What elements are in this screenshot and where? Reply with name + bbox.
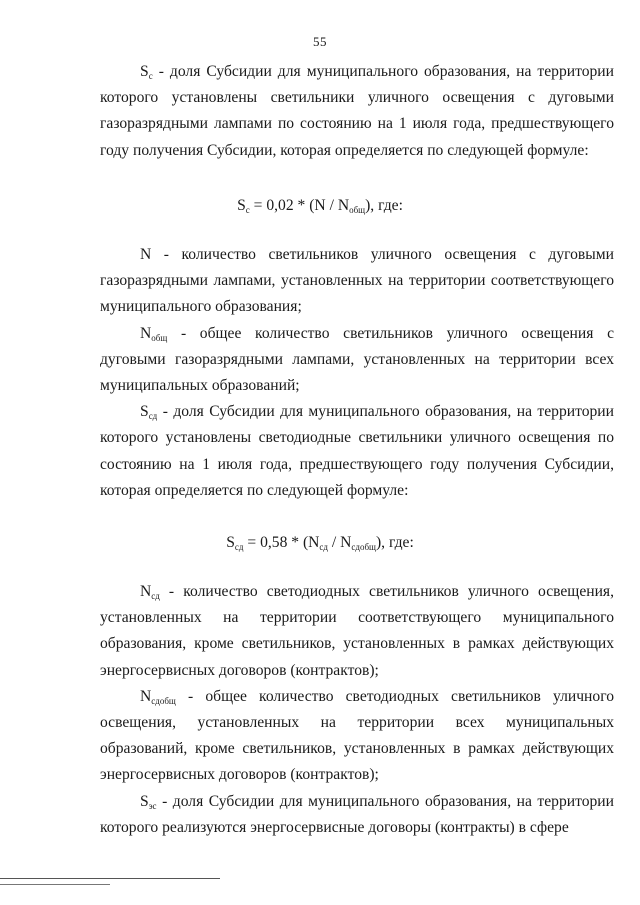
formula-text: / N <box>328 534 352 551</box>
formula-symbol: S <box>226 534 235 551</box>
paragraph-text: - доля Субсидии для муниципального образования, на территории которого реализуются энергосервисные договоры (контракты) в сфере <box>100 792 614 836</box>
formula-symbol: S <box>237 197 246 214</box>
formula-subscript: сд <box>319 542 328 552</box>
formula-sc <box>0 196 640 216</box>
formula-subscript: сдобщ <box>351 542 376 552</box>
text-block-2 <box>100 242 614 504</box>
symbol-subscript: сд <box>148 411 158 422</box>
paragraph-ses-definition <box>100 789 614 841</box>
text-block-1 <box>100 59 614 164</box>
paragraph-nobshch-definition <box>100 321 614 400</box>
paragraph-sc-definition <box>100 59 614 164</box>
paragraph-ssd-definition <box>100 399 614 504</box>
paragraph-text: - общее количество светильников уличного освещения с дуговыми газоразрядными лампами, установленных на территории всех муниципальных образований; <box>100 324 614 395</box>
paragraph-text: - доля Субсидии для муниципального образования, на территории которого установлены светодиодные светильники уличного освещения по состоянию на 1 июля года, предшествующего году получения Субсидии, которая определяется по следующей формуле: <box>100 403 614 499</box>
paragraph-text: - общее количество светодиодных светильников уличного освещения, установленных на территории всех муниципальных образований, кроме светильников, установленных в рамках действующих энергосервисных договоров (контрактов); <box>100 687 614 784</box>
symbol: S <box>140 63 149 80</box>
symbol-subscript: сд <box>151 591 160 601</box>
paragraph-text: N - количество светильников уличного освещения с дуговыми газоразрядными лампами, установленных на территории соответствующего муниципального образования; <box>100 246 614 316</box>
paragraph-text: - доля Субсидии для муниципального образования, на территории которого установлены светильники уличного освещения с дуговыми газоразрядными лампами по состоянию на 1 июля года, предшествующего году получения Субсидии, которая определяется по следующей формуле: <box>100 63 614 159</box>
symbol: N <box>140 324 152 342</box>
symbol-subscript: эс <box>148 800 157 811</box>
text-block-3 <box>100 579 614 841</box>
symbol: S <box>140 403 149 421</box>
formula-subscript: с <box>245 205 250 215</box>
paragraph-n-definition <box>100 242 614 321</box>
symbol: N <box>140 687 152 705</box>
formula-text: ), где: <box>365 197 403 214</box>
formula-subscript: сд <box>234 542 244 552</box>
symbol: N <box>140 583 152 600</box>
formula-ssd <box>0 533 640 553</box>
scan-edge-line <box>0 884 110 885</box>
symbol: S <box>140 792 149 810</box>
scan-edge-line <box>0 878 220 879</box>
paragraph-text: - количество светодиодных светильников уличного освещения, установленных на территории соответствующего муниципального образования, кроме светильников, установленных в рамках действующих энергосервисных договоров (контрактов); <box>100 583 614 679</box>
formula-subscript: общ <box>349 205 366 215</box>
page-number: 55 <box>313 34 327 49</box>
formula-text: = 0,02 * (N / N <box>249 197 350 214</box>
symbol-subscript: с <box>148 71 153 81</box>
paragraph-nsd-definition <box>100 579 614 684</box>
symbol-subscript: общ <box>151 332 168 343</box>
formula-text: ), где: <box>375 534 414 551</box>
paragraph-nsdobshch-definition <box>100 684 614 789</box>
formula-text: = 0,58 * (N <box>243 534 320 551</box>
symbol-subscript: сдобщ <box>151 695 176 706</box>
